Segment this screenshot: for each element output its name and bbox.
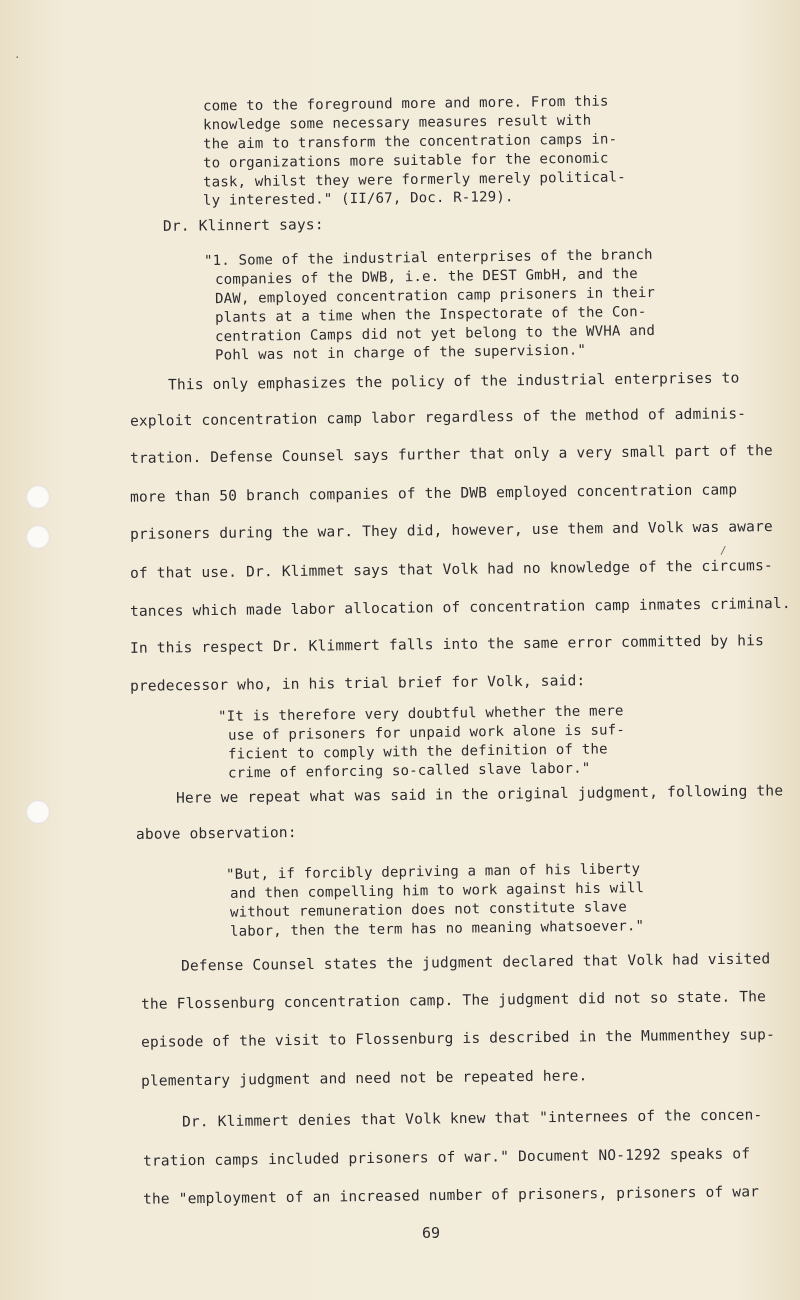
text-line: "1. Some of the industrial enterprises of the branch [203, 246, 653, 270]
text-line: Defense Counsel states the judgment declared that Volk had visited [180, 951, 771, 975]
text-line: more than 50 branch companies of the DWB employed concentration camp [129, 482, 738, 506]
speaker-heading: Dr. Klinnert says: [162, 217, 324, 235]
punch-hole [26, 800, 50, 824]
text-line: knowledge some necessary measures result with [202, 112, 592, 134]
text-line: predecessor who, in his trial brief for Volk, said: [129, 673, 586, 695]
text-line: In this respect Dr. Klimmert falls into the same error committed by his [129, 633, 765, 657]
text-line: without remuneration does not constitute slave [229, 899, 628, 921]
text-line: prisoners during the war. They did, however, use them and Volk was aware [129, 519, 774, 543]
text-line: tration camps included prisoners of war." Document NO-1292 speaks of [142, 1146, 751, 1170]
text-line: tration. Defense Counsel says further that only a very small part of the [129, 443, 774, 467]
text-line: ficient to comply with the definition of the [227, 741, 608, 763]
text-line: This only emphasizes the policy of the industrial enterprises to [167, 370, 740, 394]
text-line: "But, if forcibly depriving a man of his liberty [225, 861, 641, 883]
text-line: use of prisoners for unpaid work alone is suf- [227, 722, 626, 744]
text-line: above observation: [135, 825, 297, 843]
page-number: 69 [422, 1224, 441, 1242]
text-line: and then compelling him to work against his will [229, 880, 645, 902]
text-line: crime of enforcing so-called slave labor." [227, 760, 591, 782]
text-line: Here we repeat what was said in the original judgment, following the [175, 783, 784, 807]
stray-mark: / [720, 544, 727, 557]
text-line: task, whilst they were formerly merely political- [202, 169, 626, 191]
text-line: episode of the visit to Flossenburg is described in the Mummenthey sup- [140, 1027, 776, 1051]
text-line: Pohl was not in charge of the supervision." [214, 342, 587, 364]
text-line: of that use. Dr. Klimmet says that Volk had no knowledge of the circums- [129, 558, 774, 582]
text-line: the "employment of an increased number of prisoners, prisoners of war [142, 1184, 760, 1208]
stray-mark: . [14, 48, 21, 61]
punch-hole [26, 525, 50, 549]
text-line: ly interested." (II/67, Doc. R-129). [202, 189, 514, 209]
text-line: the Flossenburg concentration camp. The judgment did not so state. The [140, 989, 767, 1013]
text-line: plementary judgment and need not be repeated here. [140, 1068, 588, 1090]
text-line: exploit concentration camp labor regardless of the method of adminis- [129, 406, 747, 430]
text-line: centration Camps did not yet belong to the WVHA and [214, 322, 656, 346]
text-line: come to the foreground more and more. From this [202, 93, 609, 115]
text-line: the aim to transform the concentration camps in- [202, 131, 618, 153]
text-line: to organizations more suitable for the economic [202, 150, 609, 172]
text-line: labor, then the term has no meaning whatsoever." [229, 918, 645, 940]
text-line: tances which made labor allocation of concentration camp inmates criminal. [129, 595, 791, 621]
text-line: companies of the DWB, i.e. the DEST GmbH, and the [214, 266, 638, 288]
text-line: plants at a time when the Inspectorate of the Con- [214, 303, 647, 327]
text-line: "It is therefore very doubtful whether the mere [217, 703, 624, 725]
punch-hole [26, 485, 50, 509]
text-line: Dr. Klimmert denies that Volk knew that "internees of the concen- [181, 1107, 763, 1131]
text-line: DAW, employed concentration camp prisoners in their [214, 284, 656, 308]
